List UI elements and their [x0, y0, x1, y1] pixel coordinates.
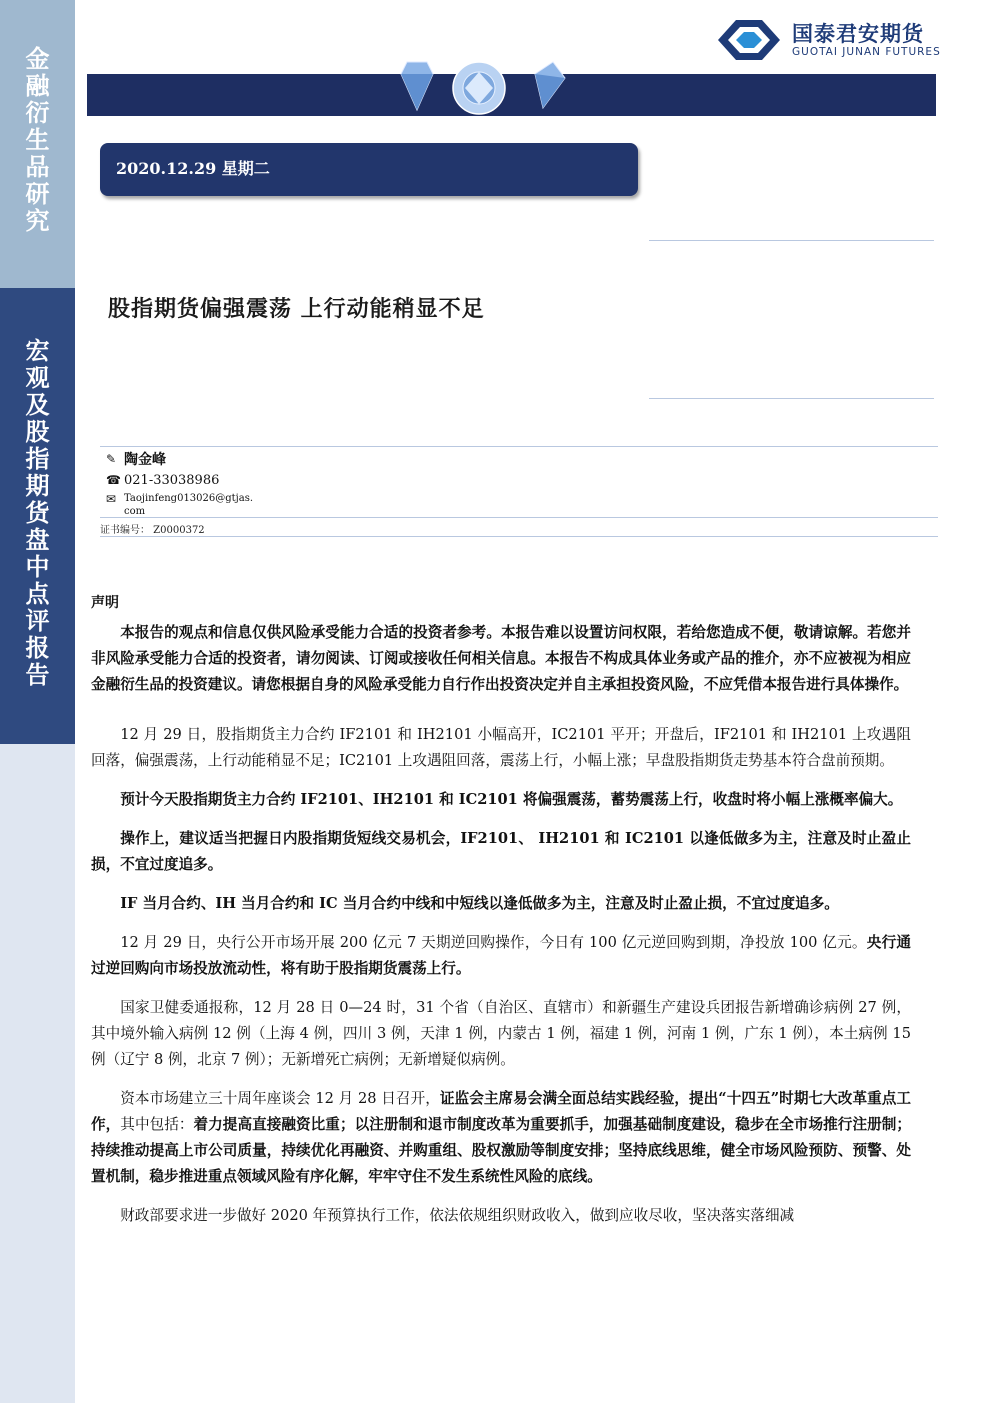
author-block: [106, 450, 253, 521]
author-name: 陶金峰: [124, 452, 166, 468]
paragraph-pboc: 12 月 29 日，央行公开市场开展 200 亿元 7 天期逆回购操作，今日有 100 亿元逆回购到期，净投放 100 亿元。: [120, 934, 867, 951]
paragraph-operation: 操作上，建议适当把握日内股指期货短线交易机会，IF2101、 IH2101 和 IC2101 以逢低做多为主，注意及时止盈止损，不宜过度追多。: [91, 830, 911, 873]
author-phone: 021-33038986: [124, 472, 220, 488]
sidebar-top-label: 金 融 衍 生 品 研 究: [25, 45, 50, 235]
paragraph-contracts: IF 当月合约、IH 当月合约和 IC 当月合约中线和中短线以逢低做多为主，注意及时止盈止损，不宜过度追多。: [120, 895, 839, 912]
sidebar-bottom-band: [0, 744, 75, 1403]
header-banner: [87, 74, 936, 116]
report-title: 股指期货偏强震荡 上行动能稍显不足: [108, 297, 485, 322]
report-date: 2020.12.29 星期二: [116, 159, 270, 178]
divider-line: [649, 240, 934, 241]
company-logo: [716, 18, 941, 62]
divider-line: [100, 446, 938, 447]
author-email: Taojinfeng013026@gtjas.: [124, 493, 254, 504]
logo-text-cn: 国泰君安期货: [792, 22, 924, 46]
report-body: [91, 590, 911, 1242]
declaration-heading: 声明: [91, 595, 119, 611]
pen-icon: ✎: [106, 452, 117, 466]
logo-mark-icon: [716, 18, 782, 62]
author-email-cont: com: [124, 506, 146, 517]
certificate-number: 证书编号： Z0000372: [100, 525, 205, 536]
divider-line: [649, 398, 934, 399]
diamonds-icon: [87, 60, 936, 116]
date-banner: [100, 143, 638, 196]
paragraph-pboc-bold: 央行通过逆回购向市场投放流动性，将有助于股指期货震荡上行。: [91, 934, 911, 977]
sidebar-mid-label: 宏 观 及 股 指 期 货 盘 中 点 评 报 告: [25, 337, 50, 689]
paragraph-forecast: 预计今天股指期货主力合约 IF2101、IH2101 和 IC2101 将偏强震荡，蓄势震荡上行，收盘时将小幅上涨概率偏大。: [120, 791, 903, 808]
divider-line: [100, 536, 938, 537]
paragraph-mof: 财政部要求进一步做好 2020 年预算执行工作，依法依规组织财政收入，做到应收尽收，坚决落实落细减: [120, 1207, 795, 1224]
paragraph-csrc: 资本市场建立三十周年座谈会 12 月 28 日召开，: [120, 1090, 440, 1107]
paragraph-csrc-bold: 证监会主席易会满全面总结实践经验，提出“十四五”时期七大改革重点工作，: [91, 1090, 911, 1133]
declaration-text: 本报告的观点和信息仅供风险承受能力合适的投资者参考。本报告难以设置访问权限，若给您造成不便，敬请谅解。若您并非风险承受能力合适的投资者，请勿阅读、订阅或接收任何相关信息。本报告不构成具体业务或产品的推介，亦不应被视为相应金融衍生品的投资建议。请您根据自身的风险承受能力自行作出投资决定并自主承担投资风险，不应凭借本报告进行具体操作。: [91, 624, 911, 693]
phone-icon: ☎: [106, 473, 121, 487]
paragraph-csrc-mid: 其中包括：: [120, 1116, 194, 1133]
logo-text-en: GUOTAI JUNAN FUTURES: [792, 46, 941, 58]
paragraph-covid: 国家卫健委通报称，12 月 28 日 0—24 时，31 个省（自治区、直辖市）和新疆生产建设兵团报告新增确诊病例 27 例，其中境外输入病例 12 例（上海 4 例，四川 3 例，天津 1 例，内蒙古 1 例，福建 1 例，河南 1 例，广东 1 例），本土病例 15 例（辽宁 8 例，北京 7 例）；无新增死亡病例；无新增疑似病例。: [91, 999, 911, 1068]
paragraph: 12 月 29 日，股指期货主力合约 IF2101 和 IH2101 小幅高开，IC2101 平开；开盘后，IF2101 和 IH2101 上攻遇阻回落，偏强震荡，上行动能稍显不足；IC2101 上攻遇阻回落，震荡上行，小幅上涨；早盘股指期货走势基本符合盘前预期。: [91, 726, 911, 769]
paragraph-csrc-list: 着力提高直接融资比重；以注册制和退市制度改革为重要抓手，加强基础制度建设，稳步在全市场推行注册制；持续推动提高上市公司质量，持续优化再融资、并购重组、股权激励等制度安排；坚持底线思维，健全市场风险预防、预警、处置机制，稳步推进重点领域风险有序化解，牢牢守住不发生系统性风险的底线。: [91, 1116, 911, 1185]
mail-icon: ✉: [106, 492, 117, 506]
